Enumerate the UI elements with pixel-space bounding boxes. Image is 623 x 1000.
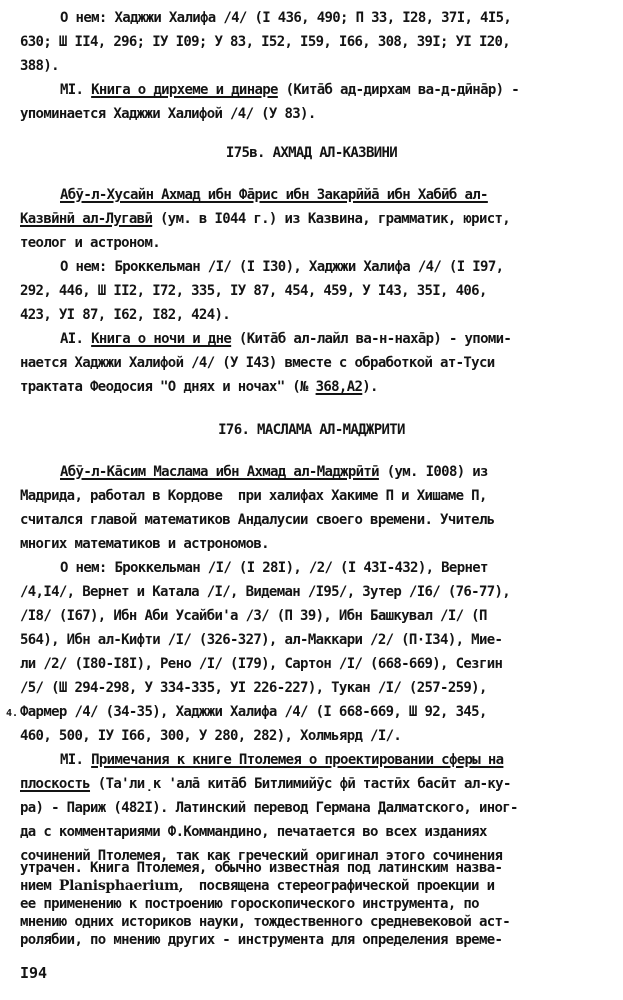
page-number: I94 [20, 964, 48, 982]
entry-label: МI. [60, 82, 92, 98]
text-line [60, 750, 503, 770]
text-fragment: трактата Феодосия "О днях и ночах" (№ [20, 379, 316, 395]
text-line: О нем: Хаджжи Халифа /4/ (I 436, 490; П 33, I28, 37I, 4I5, [60, 10, 512, 26]
text-line: 460, 500, IУ I66, 300, У 280, 282), Холмьярд /I/. [20, 728, 402, 744]
text-line: 564), Ибн ал-Кифти /I/ (326-327), ал-Маккари /2/ (П·I34), Мие- [20, 632, 503, 648]
text-line: Фармер /4/ (34-35), Хаджжи Халифа /4/ (I 668-669, Ш 92, 345, [20, 704, 487, 720]
cross-reference: 368,А2 [315, 379, 363, 395]
text-fragment: посвящена стереографической проекции и [183, 878, 495, 894]
text-line: О нем: Броккельман /I/ (I 28I), /2/ (I 43I-432), Вернет [60, 560, 488, 576]
text-line [60, 80, 519, 100]
entry-label: АI. [60, 331, 92, 347]
text-line: теолог и астроном. [20, 235, 161, 251]
text-line [60, 329, 511, 349]
text-line [60, 185, 488, 205]
section-heading: I75в. АХМАД АЛ-КАЗВИНИ [225, 145, 398, 161]
text-line: мнению одних историков науки, тождественного средневековой аст- [20, 914, 511, 930]
text-fragment: (Кита̄б ад-дирхам ва-д-дӣна̄р) - [277, 82, 519, 98]
text-line [60, 462, 488, 482]
person-name: Абӯ-л-Хусайн Ахмад ибн Фа̄рис ибн Закарӣйа̄ ибн Хабӣб ал- [60, 187, 488, 203]
text-line: О нем: Броккельман /I/ (I I30), Хаджжи Халифа /4/ (I I97, [60, 259, 504, 275]
text-line: 630; Ш II4, 296; IУ I09; У 83, I52, I59, I66, 308, 39I; УI I20, [20, 34, 511, 50]
text-line: нается Хаджжи Халифой /4/ (У I43) вместе с обработкой ат-Туси [20, 355, 495, 371]
text-line: многих математиков и астрономов. [20, 536, 269, 552]
work-title: Примечания к книге Птолемея о проектировании сферы на [91, 752, 504, 768]
text-line: 423, УI 87, I62, I82, 424). [20, 307, 231, 323]
text-line [20, 774, 511, 794]
text-line: сочинений Птолемея, так как греческий оригинал этого сочинения [20, 848, 503, 864]
text-fragment: (ум. в I044 г.) из Казвина, грамматик, юрист, [152, 211, 511, 227]
text-line: ра) - Париж (482I). Латинский перевод Германа Далматского, иног- [20, 800, 518, 816]
text-line: упоминается Хаджжи Халифой /4/ (У 83). [20, 106, 316, 122]
text-line: /4,I4/, Вернет и Катала /I/, Видеман /I95/, Зутер /I6/ (76-77), [20, 584, 511, 600]
section-heading: I76. МАСЛАМА АЛ-МАДЖРИТИ [218, 422, 405, 438]
text-line [20, 377, 378, 397]
text-fragment: нием [20, 878, 59, 894]
text-line: ли /2/ (I80-I8I), Рено /I/ (I79), Сартон /I/ (668-669), Сезгин [20, 656, 503, 672]
entry-label: МI. [60, 752, 92, 768]
work-title: Книга о ночи и дне [91, 331, 232, 347]
work-title: Книга о дирхеме и динаре [91, 82, 278, 98]
text-line: да с комментариями Ф.Коммандино, печатается во всех изданиях [20, 824, 487, 840]
text-line: утрачен. Книга Птолемея, обычно известная под латинским назва- [20, 860, 503, 876]
person-name: Казвӣнӣ ал-Лугавӣ [20, 211, 153, 227]
person-name: Абӯ-л-Ка̄сим Маслама ибн Ахмад ал-Маджрӣтӣ [60, 464, 379, 480]
text-line [20, 209, 510, 229]
text-line: ролябии, по мнению других - инструмента для определения време- [20, 932, 503, 948]
work-title: плоскость [20, 776, 91, 792]
text-line: считался главой математиков Андалусии своего времени. Учитель [20, 512, 495, 528]
text-line: ее применению к построению гороскопического инструмента, по [20, 896, 479, 912]
text-fragment: (Кита̄б ал-лайл ва-н-наха̄р) - упоми- [231, 331, 512, 347]
text-fragment: (Та'ли̣к 'ала̄ кита̄б Битлимийӯс фӣ тастӣх басӣт ал-ку- [90, 776, 511, 792]
text-line: /I8/ (I67), Ибн Аби Усайби'а /3/ (П 39), Ибн Башкувал /I/ (П [20, 608, 487, 624]
text-line: 388). [20, 58, 59, 74]
text-line: /5/ (Ш 294-298, У 334-335, УI 226-227), Тукан /I/ (257-259), [20, 680, 487, 696]
text-fragment: (ум. I008) из [378, 464, 488, 480]
text-line: Мадрида, работал в Кордове при халифах Хакиме П и Хишаме П, [20, 488, 487, 504]
latin-title: Planisphaerium, [58, 878, 184, 894]
text-fragment: ). [362, 379, 378, 395]
text-line [20, 876, 494, 896]
margin-mark: 4. [6, 708, 19, 719]
text-line: 292, 446, Ш II2, I72, 335, IУ 87, 454, 459, У I43, 35I, 406, [20, 283, 487, 299]
